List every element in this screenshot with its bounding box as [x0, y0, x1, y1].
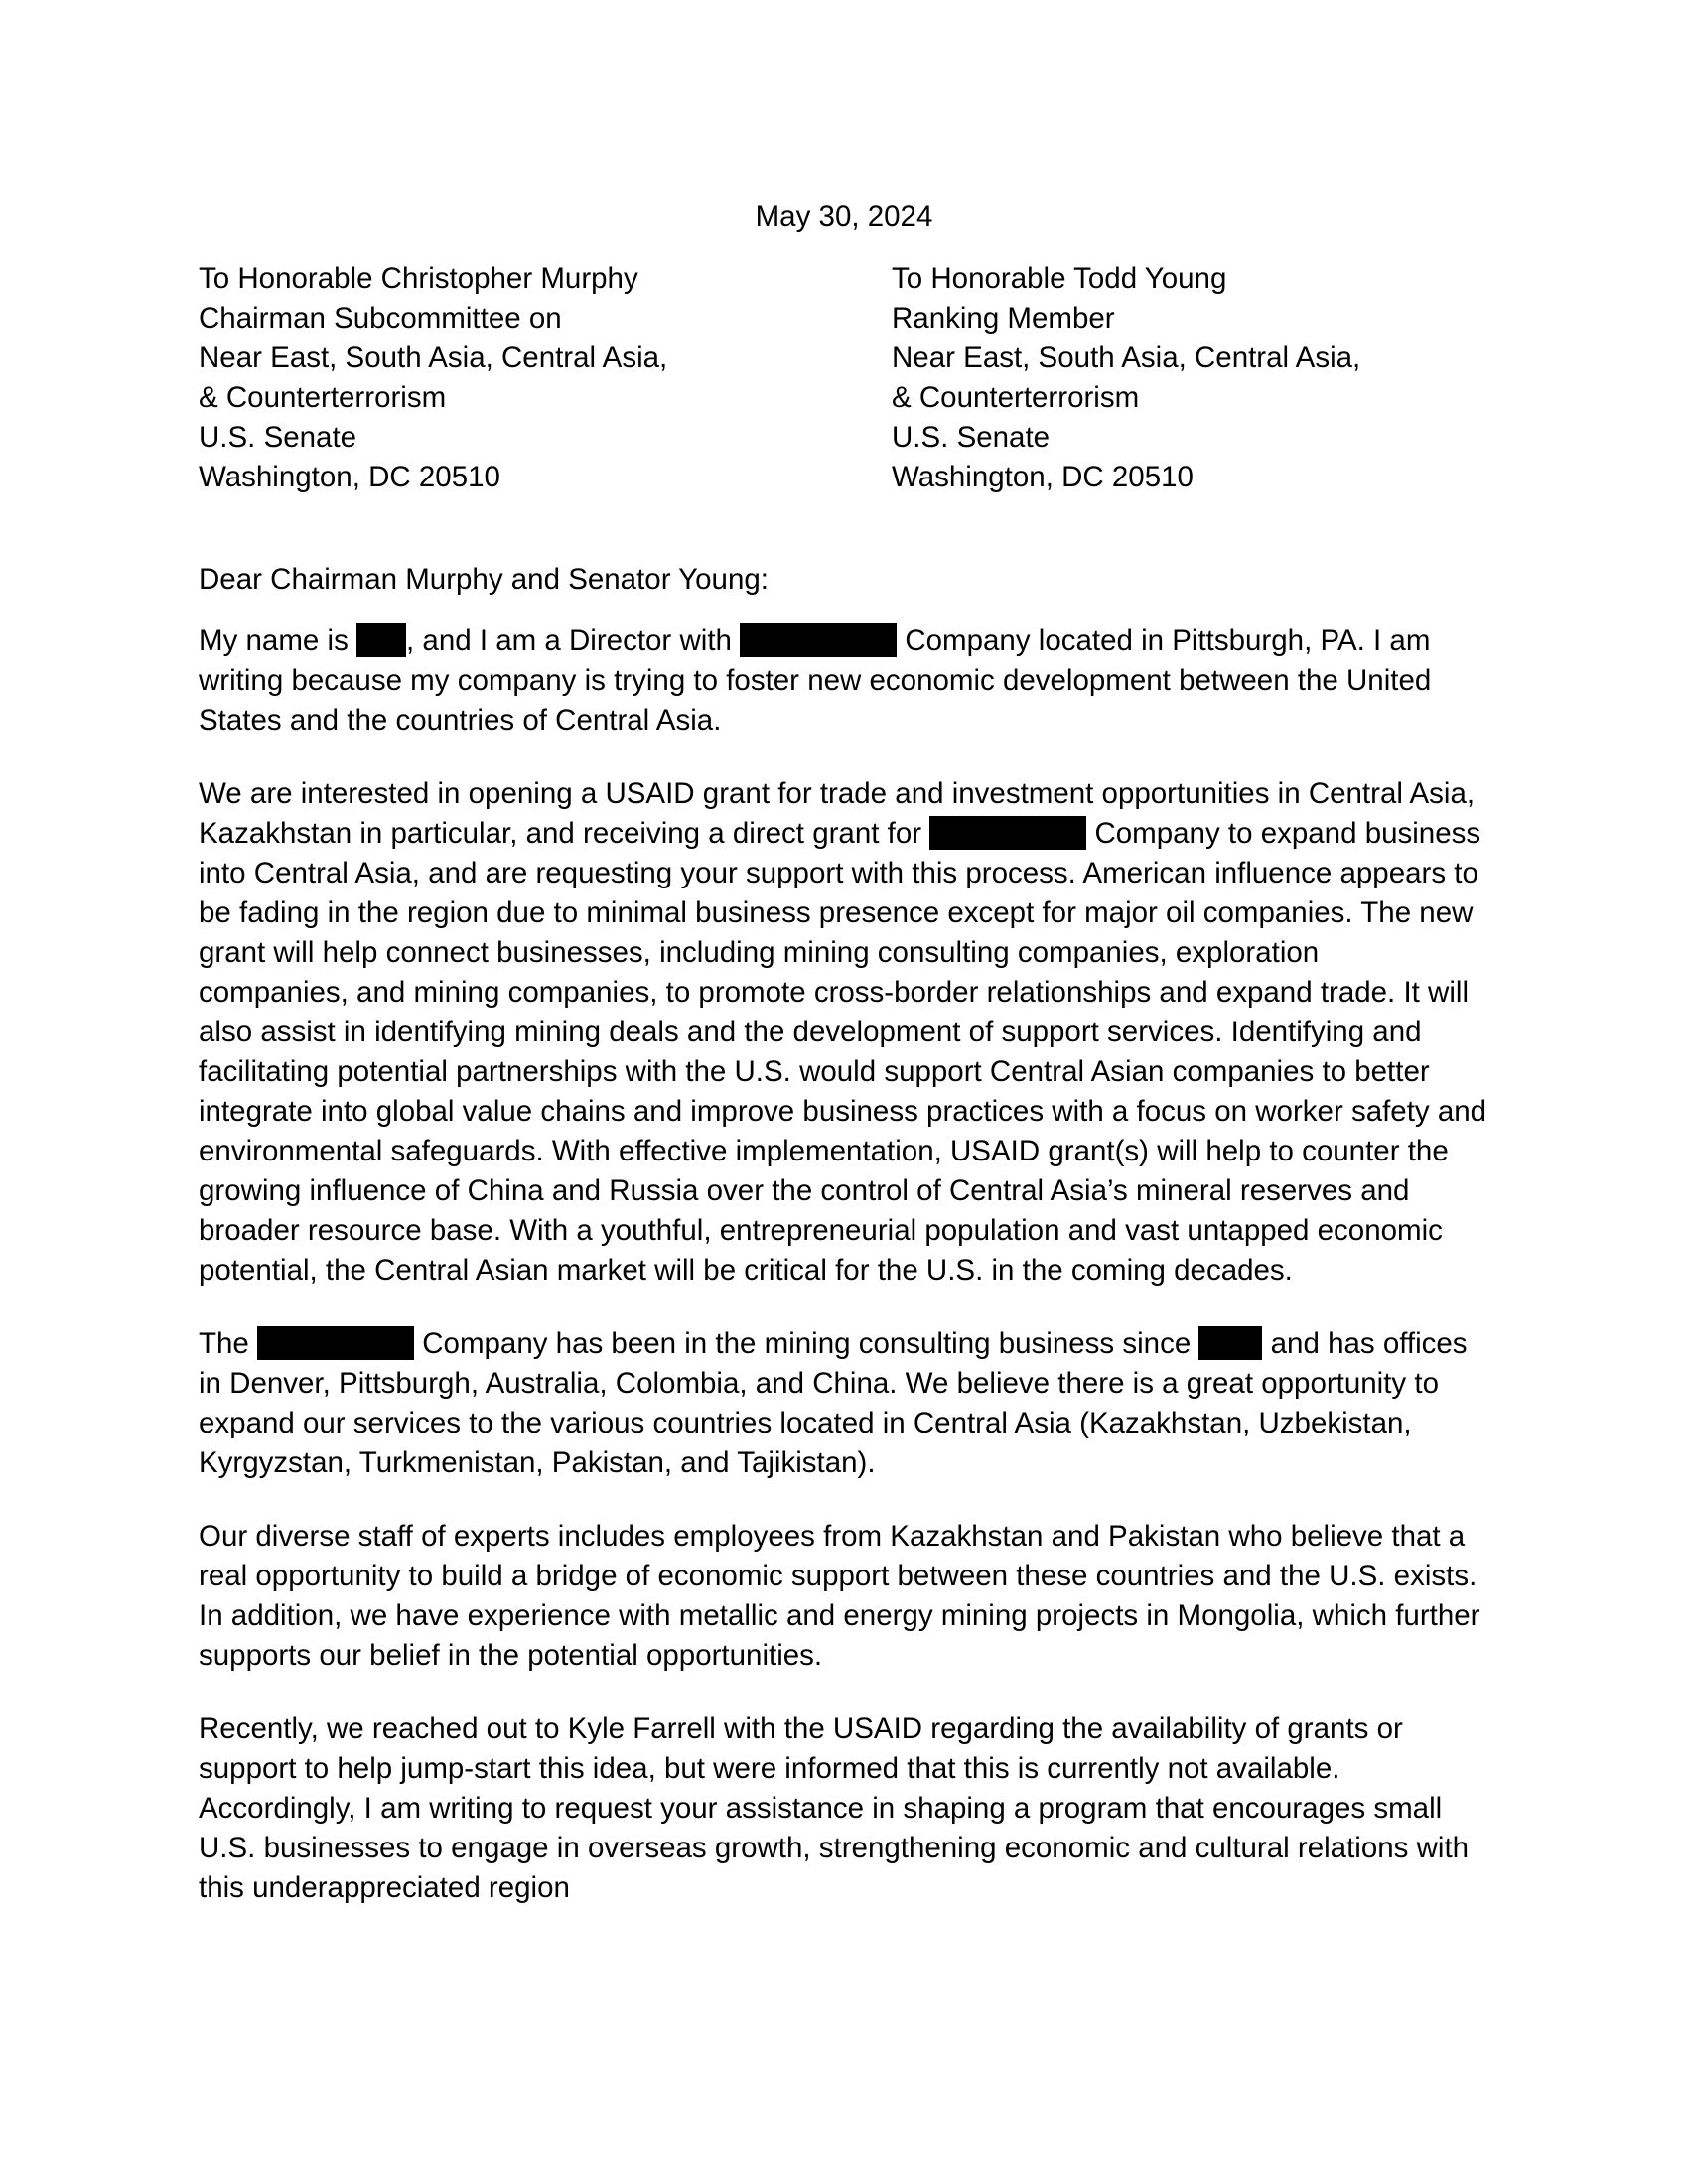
address-line: Washington, DC 20510 — [892, 461, 1194, 493]
paragraph-line: this underappreciated region — [199, 1871, 570, 1904]
paragraph-line: integrate into global value chains and improve business practices with a focus on worker safety and — [199, 1095, 1487, 1128]
paragraph-line: be fading in the region due to minimal business presence except for major oil companies. The new — [199, 896, 1474, 929]
paragraph-line — [199, 621, 1499, 661]
letter-date: May 30, 2024 — [755, 201, 933, 233]
redaction-company — [929, 816, 1086, 850]
address-line: Ranking Member — [892, 302, 1115, 335]
redaction-name — [356, 623, 406, 657]
salutation: Dear Chairman Murphy and Senator Young: — [199, 563, 769, 596]
letter-body — [199, 560, 1499, 1942]
redaction-company — [740, 623, 897, 657]
paragraph-line: expand our services to the various countries located in Central Asia (Kazakhstan, Uzbekistan, — [199, 1407, 1412, 1439]
paragraph-line — [199, 814, 1499, 854]
text-segment: , and I am a Director with — [406, 624, 741, 657]
text-segment: Kazakhstan in particular, and receiving a direct grant for — [199, 817, 930, 850]
paragraph-line: support to help jump-start this idea, but were informed that this is currently not available. — [199, 1752, 1340, 1785]
paragraph-line: Accordingly, I am writing to request your assistance in shaping a program that encourages small — [199, 1792, 1443, 1825]
recipient-left-address — [199, 259, 874, 497]
address-line: To Honorable Christopher Murphy — [199, 262, 638, 295]
text-segment: Company located in Pittsburgh, PA. I am — [897, 624, 1431, 657]
paragraph-line: potential, the Central Asian market will be critical for the U.S. in the coming decades. — [199, 1254, 1293, 1287]
address-line: & Counterterrorism — [199, 381, 447, 414]
text-segment: Company to expand business — [1086, 817, 1481, 850]
paragraph-company-background — [199, 1324, 1499, 1483]
paragraph-line: real opportunity to build a bridge of economic support between these countries and the U.S. exists. — [199, 1560, 1477, 1592]
address-line: Near East, South Asia, Central Asia, — [892, 341, 1361, 374]
paragraph-line: Our diverse staff of experts includes employees from Kazakhstan and Pakistan who believe that a — [199, 1520, 1466, 1553]
paragraph-line: also assist in identifying mining deals and the development of support services. Identifying and — [199, 1016, 1422, 1048]
paragraph-line: companies, and mining companies, to promote cross-border relationships and expand trade. It will — [199, 976, 1470, 1009]
paragraph-line: Kyrgyzstan, Turkmenistan, Pakistan, and Tajikistan). — [199, 1446, 876, 1479]
text-segment: and has offices — [1262, 1327, 1468, 1360]
address-line: U.S. Senate — [892, 421, 1051, 454]
text-segment: The — [199, 1327, 258, 1360]
paragraph-introduction — [199, 621, 1499, 741]
paragraph-request — [199, 1709, 1499, 1908]
paragraph-line: supports our belief in the potential opportunities. — [199, 1639, 823, 1672]
address-line: & Counterterrorism — [892, 381, 1140, 414]
paragraph-line: States and the countries of Central Asia. — [199, 704, 722, 737]
address-line: Chairman Subcommittee on — [199, 302, 562, 335]
paragraph-grant-request — [199, 774, 1499, 1291]
paragraph-line — [199, 1324, 1499, 1364]
paragraph-line: We are interested in opening a USAID grant for trade and investment opportunities in Central Asia, — [199, 777, 1476, 810]
paragraph-line: environmental safeguards. With effective implementation, USAID grant(s) will help to counter the — [199, 1135, 1449, 1167]
paragraph-staff-experience — [199, 1517, 1499, 1676]
address-line: U.S. Senate — [199, 421, 357, 454]
paragraph-line: in Denver, Pittsburgh, Australia, Colombia, and China. We believe there is a great opportunity to — [199, 1367, 1439, 1400]
paragraph-line: In addition, we have experience with metallic and energy mining projects in Mongolia, which further — [199, 1599, 1480, 1632]
paragraph-line: broader resource base. With a youthful, entrepreneurial population and vast untapped economic — [199, 1214, 1443, 1247]
paragraph-line: Recently, we reached out to Kyle Farrell with the USAID regarding the availability of grants or — [199, 1712, 1403, 1745]
paragraph-line: grant will help connect businesses, including mining consulting companies, exploration — [199, 936, 1320, 969]
redaction-year — [1198, 1326, 1262, 1360]
address-line: Washington, DC 20510 — [199, 461, 500, 493]
text-segment: Company has been in the mining consulting business since — [414, 1327, 1199, 1360]
paragraph-line: U.S. businesses to engage in overseas growth, strengthening economic and cultural relations with — [199, 1832, 1470, 1864]
text-segment: My name is — [199, 624, 357, 657]
address-line: To Honorable Todd Young — [892, 262, 1227, 295]
recipient-right-address — [892, 259, 1567, 497]
paragraph-line: writing because my company is trying to foster new economic development between the United — [199, 664, 1432, 697]
redaction-company — [257, 1326, 414, 1360]
paragraph-line: growing influence of China and Russia over the control of Central Asia’s mineral reserves and — [199, 1174, 1410, 1207]
paragraph-line: into Central Asia, and are requesting your support with this process. American influence appears to — [199, 857, 1478, 889]
address-line: Near East, South Asia, Central Asia, — [199, 341, 668, 374]
paragraph-line: facilitating potential partnerships with the U.S. would support Central Asian companies to better — [199, 1055, 1430, 1088]
